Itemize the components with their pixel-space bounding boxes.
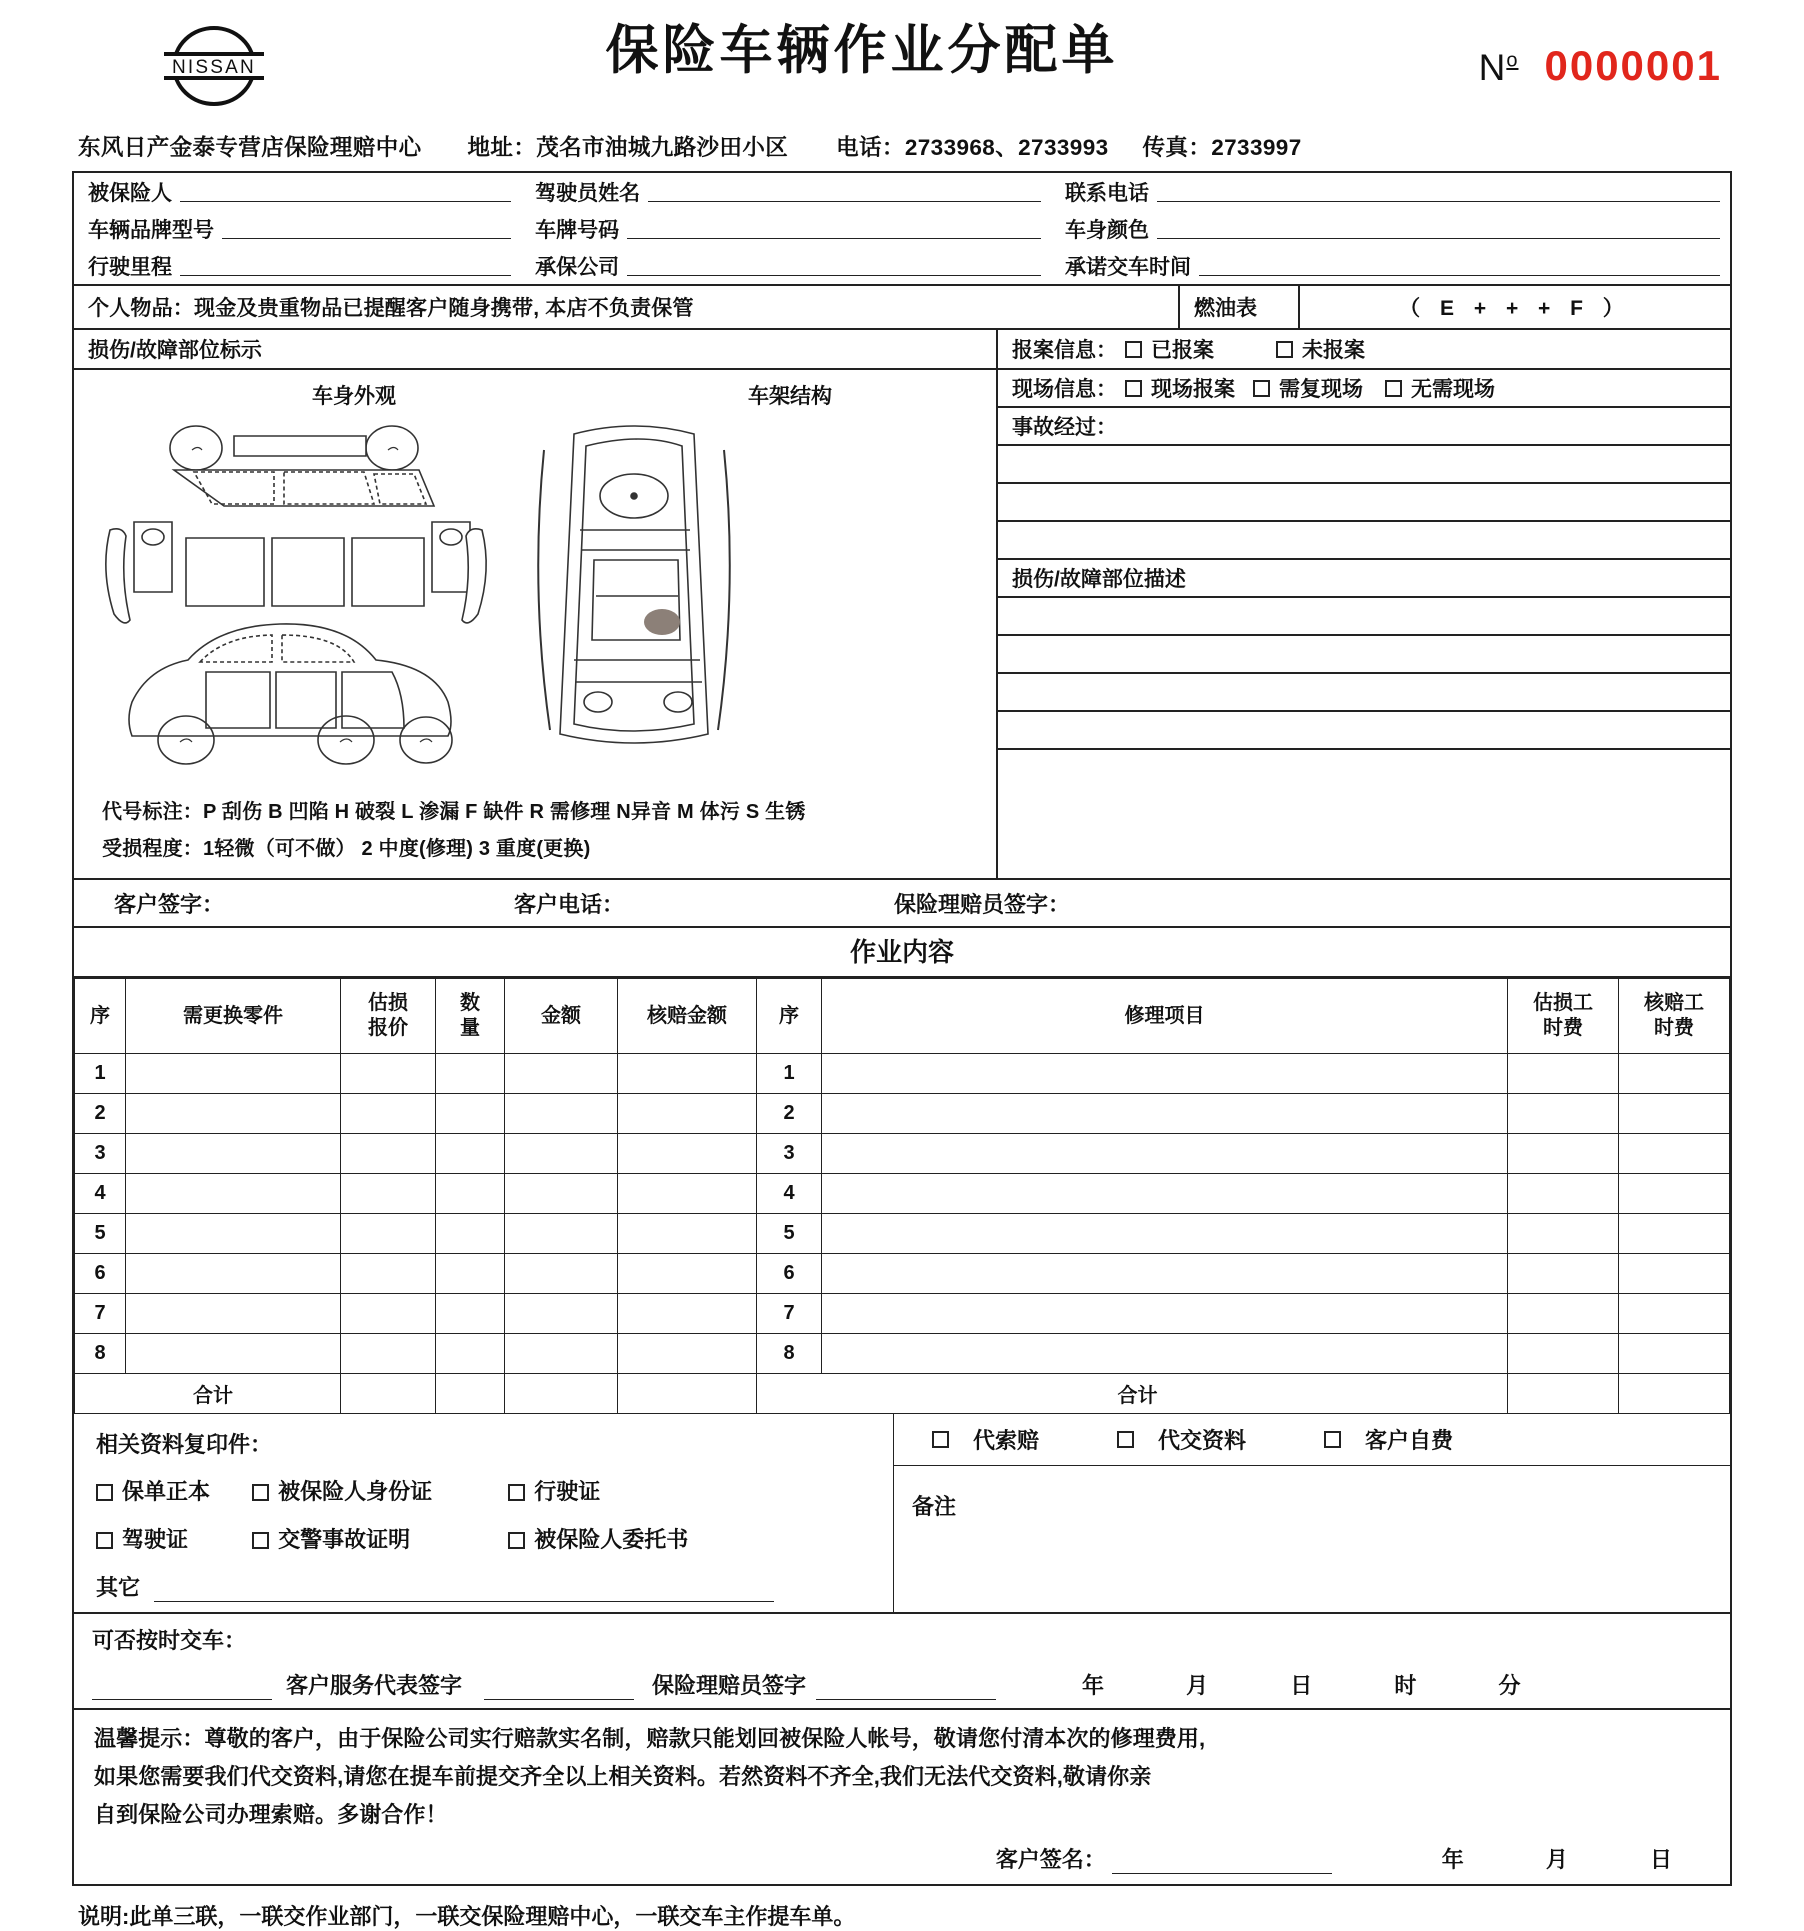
doc-item-1[interactable] [252,1475,502,1506]
page-header [72,0,1732,130]
table-body [75,1054,1730,1414]
report-option-reported: 已报案 [1151,339,1214,362]
phone-label: 电话： [836,135,905,160]
cell-repair-item[interactable] [822,1254,1508,1294]
cell-repair-item[interactable] [822,1174,1508,1214]
cell-part[interactable] [126,1094,341,1134]
csr-signature-label: 客户服务代表签字 [286,1673,463,1698]
total-est-quote[interactable] [341,1374,436,1414]
cell-amount[interactable] [505,1294,618,1334]
cell-amount[interactable] [505,1134,618,1174]
cell-seq2: 2 [757,1094,822,1134]
cell-seq: 3 [75,1134,126,1174]
checkbox-police-report[interactable] [252,1532,269,1549]
svg-text:NISSAN: NISSAN [172,57,256,78]
cell-repair-item[interactable] [822,1294,1508,1334]
total-claim-amount[interactable] [618,1374,757,1414]
checkbox-scene-report[interactable] [1125,380,1142,397]
field-label-insured: 被保险人 [88,181,172,205]
documents-other-row [96,1571,893,1602]
documents-checklist [74,1414,894,1612]
cell-est-labor[interactable] [1508,1174,1619,1214]
identity-row [74,247,1730,286]
scene-option-0: 现场报案 [1151,378,1235,401]
fuel-gauge-label: 燃油表 [1178,286,1300,328]
total-label-left: 合计 [75,1374,341,1414]
delivery-date-units: 年 月 日 时 分 [1082,1673,1559,1698]
cell-amount[interactable] [505,1214,618,1254]
work-content-table [74,978,1730,1414]
fax-label: 传真： [1142,135,1212,160]
cell-part[interactable] [126,1294,341,1334]
field-label-promised-delivery: 承诺交车时间 [1065,255,1192,279]
cell-seq2: 7 [757,1294,822,1334]
identity-row [74,173,1730,210]
cell-seq2: 1 [757,1054,822,1094]
th-part: 需更换零件 [126,979,341,1054]
scene-option-2: 无需现场 [1411,378,1495,401]
damage-desc-line[interactable] [998,674,1730,712]
cell-claim-labor[interactable] [1619,1094,1730,1134]
field-label-body-color: 车身颜色 [1065,218,1150,242]
table-row [75,1254,1730,1294]
damage-level-line: 受损程度：1轻微（可不做） 2 中度(修理) 3 重度(更换) [102,838,591,860]
cell-repair-item[interactable] [822,1054,1508,1094]
th-repair-item: 修理项目 [822,979,1508,1054]
cell-amount[interactable] [505,1174,618,1214]
total-est-labor[interactable] [1508,1374,1619,1414]
cell-qty[interactable] [436,1294,505,1334]
cell-est-quote[interactable] [341,1254,436,1294]
cell-part[interactable] [126,1134,341,1174]
diagram-captions [74,370,996,410]
cell-est-labor[interactable] [1508,1214,1619,1254]
doc-label-3: 驾驶证 [122,1527,189,1552]
claim-option-label-1: 代交资料 [1158,1428,1247,1453]
table-row [75,1094,1730,1134]
fuel-gauge-scale: （ E + + + F ） [1399,297,1631,320]
serial-number-value: 0000001 [1544,42,1722,89]
cell-qty[interactable] [436,1254,505,1294]
cell-part[interactable] [126,1334,341,1374]
damage-mark-label: 损伤/故障部位标示 [74,330,998,368]
cell-part[interactable] [126,1054,341,1094]
doc-item-3[interactable] [96,1523,246,1554]
diagram-code-notes [74,790,996,878]
cell-repair-item[interactable] [822,1334,1508,1374]
cell-qty[interactable] [436,1174,505,1214]
field-label-mileage: 行驶里程 [88,255,172,279]
cell-part[interactable] [126,1254,341,1294]
checkbox-driver-license[interactable] [96,1532,113,1549]
th-qty-l2: 量 [460,1017,480,1039]
cell-seq: 8 [75,1334,126,1374]
doc-item-0[interactable] [96,1475,246,1506]
cell-claim-labor[interactable] [1619,1134,1730,1174]
table-row [75,1054,1730,1094]
accident-desc-label: 事故经过： [998,408,1730,446]
damage-desc-line[interactable] [998,750,1730,788]
cell-claim-amount[interactable] [618,1054,757,1094]
th-seq2: 序 [757,979,822,1054]
notice-section [74,1710,1730,1884]
doc-label-0: 保单正本 [122,1479,211,1504]
checkbox-agent-claim[interactable] [932,1431,949,1448]
checkbox-reported[interactable] [1125,341,1142,358]
signature-strip [74,880,1730,928]
notice-line-0: 温馨提示：尊敬的客户，由于保险公司实行赔款实名制，赔款只能划回被保险人帐号，敬请您付清本次的修理费用, [94,1726,1206,1751]
delivery-title: 可否按时交车： [92,1628,247,1653]
work-content-title: 作业内容 [74,928,1730,978]
th-claim-amount: 核赔金额 [618,979,757,1054]
cell-seq: 2 [75,1094,126,1134]
table-total-row [75,1374,1730,1414]
checkbox-self-pay[interactable] [1324,1431,1341,1448]
claim-option-label-0: 代索赔 [973,1428,1040,1453]
notice-sign-label: 客户签名： [995,1847,1106,1873]
page-title: 保险车辆作业分配单 [605,21,1119,80]
cell-claim-amount[interactable] [618,1134,757,1174]
cell-claim-amount[interactable] [618,1334,757,1374]
claim-option-2[interactable] [1246,1424,1453,1455]
doc-item-5[interactable] [508,1527,688,1552]
field-input-contact-phone[interactable] [1157,179,1720,202]
report-option-not-reported: 未报案 [1302,339,1365,362]
checkbox-power-of-attorney[interactable] [508,1532,525,1549]
th-qty [436,979,505,1054]
doc-other-input[interactable] [154,1581,774,1602]
cell-claim-amount[interactable] [618,1094,757,1134]
remark-label[interactable]: 备注 [912,1494,957,1519]
cell-amount[interactable] [505,1254,618,1294]
cell-seq: 6 [75,1254,126,1294]
doc-label-5: 被保险人委托书 [534,1527,689,1552]
total-amount[interactable] [505,1374,618,1414]
field-input-driver-name[interactable] [648,179,1041,202]
cell-claim-labor[interactable] [1619,1294,1730,1334]
total-qty[interactable] [436,1374,505,1414]
documents-row-1 [96,1475,893,1506]
cell-est-quote[interactable] [341,1214,436,1254]
address-value: 茂名市油城九路沙田小区 [536,135,789,160]
damage-desc-line[interactable] [998,636,1730,674]
personal-items-label: 个人物品： [88,297,194,320]
checkbox-not-reported[interactable] [1276,341,1293,358]
table-row [75,1214,1730,1254]
cell-amount[interactable] [505,1334,618,1374]
adjuster-signature-label[interactable]: 保险理赔员签字： [894,891,1071,917]
adjuster-signature-label-2: 保险理赔员签字 [652,1673,807,1698]
cell-est-labor[interactable] [1508,1054,1619,1094]
scene-info-label: 现场信息： [1012,378,1117,401]
doc-item-4[interactable] [252,1523,502,1554]
field-label-vehicle-model: 车辆品牌型号 [88,218,214,242]
adjuster-signature-input[interactable] [816,1679,996,1700]
th-est-quote [341,979,436,1054]
cell-qty[interactable] [436,1214,505,1254]
scene-option-1: 需复现场 [1279,378,1363,401]
checkbox-insured-id[interactable] [252,1484,269,1501]
notice-line-2: 自到保险公司办理索赔。多谢合作！ [94,1801,448,1827]
cell-est-labor[interactable] [1508,1254,1619,1294]
doc-other-label: 其它 [96,1575,141,1600]
documents-section [74,1414,1730,1614]
address-bar [72,130,1732,171]
cell-repair-item[interactable] [822,1214,1508,1254]
cell-est-quote[interactable] [341,1294,436,1334]
cell-est-labor[interactable] [1508,1334,1619,1374]
cell-claim-labor[interactable] [1619,1214,1730,1254]
customer-phone-label[interactable]: 客户电话： [514,891,625,917]
personal-items-row [74,286,1730,330]
th-est-labor [1508,979,1619,1054]
checkbox-scene-revisit[interactable] [1253,380,1270,397]
table-row [75,1174,1730,1214]
cell-qty[interactable] [436,1054,505,1094]
field-input-vehicle-model[interactable] [222,216,511,239]
field-label-driver-name: 驾驶员姓名 [535,181,641,205]
identity-fields [74,173,1730,286]
phone-value: 2733968、2733993 [904,135,1109,160]
cell-est-quote[interactable] [341,1054,436,1094]
cell-est-labor[interactable] [1508,1094,1619,1134]
table-header-row [75,979,1730,1054]
cell-repair-item[interactable] [822,1134,1508,1174]
cell-seq: 1 [75,1054,126,1094]
notice-line-1: 如果您需要我们代交资料,请您在提车前提交齐全以上相关资料。若然资料不齐全,我们无法代交资料,敬请你亲 [94,1763,1152,1789]
cell-qty[interactable] [436,1334,505,1374]
th-amount: 金额 [505,979,618,1054]
cell-claim-amount[interactable] [618,1174,757,1214]
cell-claim-amount[interactable] [618,1294,757,1334]
personal-items-note: 现金及贵重物品已提醒客户随身携带, 本店不负责保管 [194,297,694,320]
cell-est-quote[interactable] [341,1094,436,1134]
serial-number-block [1479,42,1722,90]
diagram-and-info [74,370,1730,880]
th-claim-labor-l1: 核赔工 [1644,992,1704,1014]
notice-signature-row [74,1839,1730,1884]
personal-items-text [74,292,1178,322]
damage-desc-line[interactable] [998,712,1730,750]
damage-diagram-panel [74,370,998,878]
scene-info-row [998,370,1730,408]
cell-est-labor[interactable] [1508,1294,1619,1334]
fax-value: 2733997 [1211,135,1302,160]
field-input-promised-delivery[interactable] [1199,253,1720,276]
th-est-labor-l2: 时费 [1543,1017,1583,1039]
notice-date-units: 年 月 日 [1441,1847,1710,1873]
checkbox-scene-none[interactable] [1385,380,1402,397]
cell-seq: 5 [75,1214,126,1254]
field-label-contact-phone: 联系电话 [1065,181,1150,205]
cell-qty[interactable] [436,1094,505,1134]
address-label: 地址： [467,135,537,160]
cell-amount[interactable] [505,1094,618,1134]
th-est-quote-l2: 报价 [368,1017,408,1039]
delivery-signature-row [92,1669,1730,1700]
doc-label-2: 行驶证 [534,1479,601,1504]
checkbox-agent-submit-docs[interactable] [1117,1431,1134,1448]
cell-claim-labor[interactable] [1619,1334,1730,1374]
documents-row-2 [96,1523,893,1554]
cell-est-quote[interactable] [341,1334,436,1374]
field-input-body-color[interactable] [1157,216,1720,239]
cell-amount[interactable] [505,1054,618,1094]
delivery-answer-input[interactable] [92,1679,272,1700]
documents-title: 相关资料复印件： [96,1432,273,1457]
vehicle-diagram[interactable] [74,410,996,790]
cell-est-quote[interactable] [341,1174,436,1214]
damage-desc-label: 损伤/故障部位描述 [998,560,1730,598]
cell-seq2: 4 [757,1174,822,1214]
table-row [75,1334,1730,1374]
doc-label-1: 被保险人身份证 [278,1479,433,1504]
th-qty-l1: 数 [460,992,480,1014]
cell-part[interactable] [126,1214,341,1254]
total-label-right: 合计 [757,1374,1508,1414]
damage-desc-line[interactable] [998,598,1730,636]
cell-claim-labor[interactable] [1619,1254,1730,1294]
cell-claim-amount[interactable] [618,1254,757,1294]
cell-claim-amount[interactable] [618,1214,757,1254]
claim-options-row [894,1414,1730,1466]
cell-seq: 7 [75,1294,126,1334]
cell-seq2: 3 [757,1134,822,1174]
nissan-logo-icon [150,20,278,112]
cell-seq2: 8 [757,1334,822,1374]
claim-options-panel [894,1414,1730,1612]
th-claim-labor-l2: 时费 [1654,1017,1694,1039]
accident-desc-line[interactable] [998,484,1730,522]
serial-number-label: $N^o$ [1478,47,1519,88]
csr-signature-input[interactable] [484,1679,634,1700]
report-info-label: 报案信息： [1012,339,1117,362]
claim-option-0[interactable] [894,1424,1039,1455]
notice-sign-input[interactable] [1112,1853,1332,1874]
field-input-insured[interactable] [180,179,511,202]
cell-repair-item[interactable] [822,1094,1508,1134]
cell-seq2: 5 [757,1214,822,1254]
field-input-mileage[interactable] [180,253,511,276]
claim-option-1[interactable] [1039,1424,1246,1455]
right-info-panel [998,370,1730,878]
accident-desc-line[interactable] [998,446,1730,484]
table-row [75,1134,1730,1174]
footnote: 说明:此单三联，一联交作业部门，一联交保险理赔中心，一联交车主作提车单。 [78,1904,856,1930]
field-input-plate-number[interactable] [627,216,1041,239]
cell-qty[interactable] [436,1134,505,1174]
cell-est-quote[interactable] [341,1134,436,1174]
th-est-quote-l1: 估损 [368,992,408,1014]
caption-body-exterior: 车身外观 [312,385,396,408]
th-est-labor-l1: 估损工 [1533,992,1593,1014]
field-label-plate-number: 车牌号码 [535,218,620,242]
damage-mark-row [74,330,1730,370]
field-label-insurer: 承保公司 [535,255,620,279]
code-note-line: 代号标注：P 刮伤 B 凹陷 H 破裂 L 渗漏 F 缺件 R 需修理 N异音 M 体污 S 生锈 [102,801,806,823]
identity-row [74,210,1730,247]
delivery-section [74,1614,1730,1710]
cell-seq: 4 [75,1174,126,1214]
checkbox-vehicle-license[interactable] [508,1484,525,1501]
customer-signature-label[interactable]: 客户签字： [114,891,225,917]
th-seq: 序 [75,979,126,1054]
cell-est-labor[interactable] [1508,1134,1619,1174]
accident-desc-line[interactable] [998,522,1730,560]
total-claim-labor[interactable] [1619,1374,1730,1414]
form-frame [72,171,1732,1886]
checkbox-policy-original[interactable] [96,1484,113,1501]
cell-part[interactable] [126,1174,341,1214]
claim-option-label-2: 客户自费 [1365,1428,1454,1453]
th-claim-labor [1619,979,1730,1054]
cell-seq2: 6 [757,1254,822,1294]
table-row [75,1294,1730,1334]
dealer-name: 东风日产金泰专营店保险理赔中心 [78,135,422,160]
field-input-insurer[interactable] [627,253,1041,276]
report-info [998,334,1730,364]
doc-label-4: 交警事故证明 [278,1527,411,1552]
notice-text [74,1710,1730,1839]
caption-frame-structure: 车架结构 [748,385,832,408]
doc-item-2[interactable] [508,1479,600,1504]
cell-claim-labor[interactable] [1619,1054,1730,1094]
cell-claim-labor[interactable] [1619,1174,1730,1214]
